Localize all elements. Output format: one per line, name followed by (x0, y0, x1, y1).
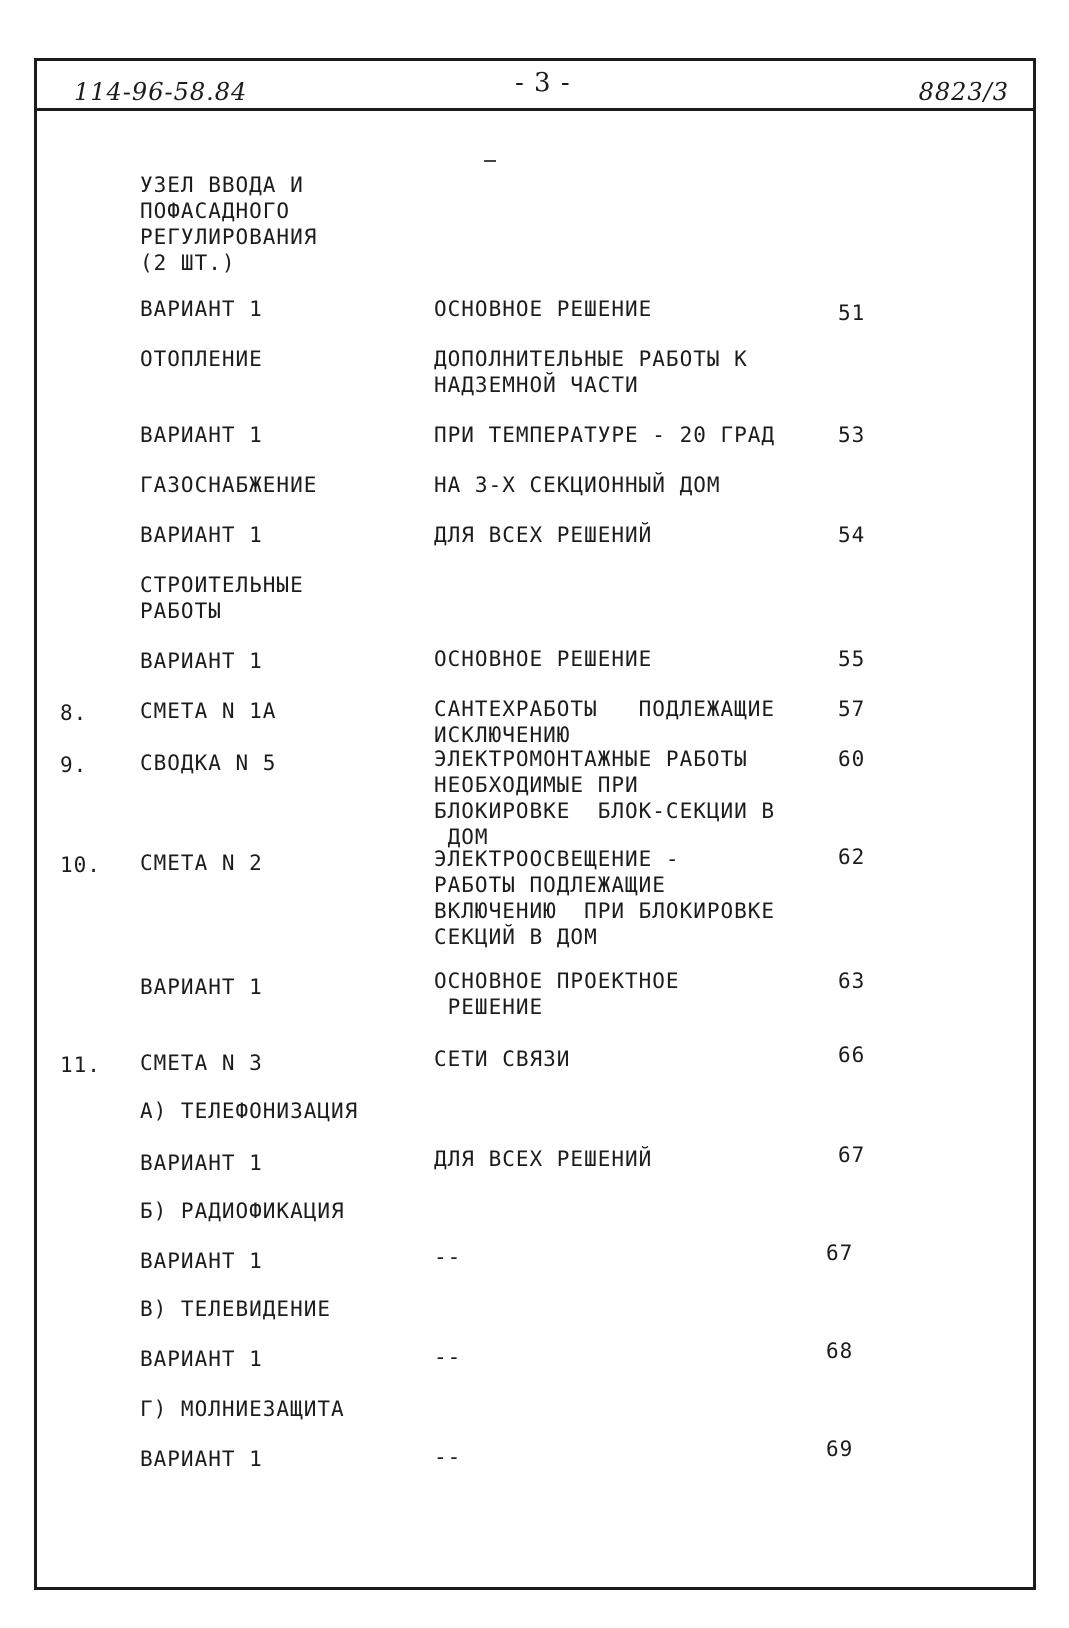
entry-page: 67 (826, 1241, 854, 1265)
document-code: 114-96-58.84 (74, 78, 248, 106)
entry-number: 10. (60, 853, 101, 877)
entry-page: 57 (838, 697, 866, 721)
entry-description: ОСНОВНОЕ ПРОЕКТНОЕ РЕШЕНИЕ (434, 969, 680, 1019)
entry-description: НА 3-Х СЕКЦИОННЫЙ ДОМ (434, 473, 721, 497)
entry-description: -- (434, 1245, 462, 1269)
entry-label: СВОДКА N 5 (140, 751, 277, 775)
entry-description: -- (434, 1445, 462, 1469)
entry-page: 55 (838, 647, 866, 671)
entry-page: 53 (838, 423, 866, 447)
entry-description: САНТЕХРАБОТЫ ПОДЛЕЖАЩИЕ ИСКЛЮЧЕНИЮ (434, 697, 776, 747)
scan-mark (484, 160, 496, 162)
entry-label: ВАРИАНТ 1 (140, 975, 263, 999)
entry-label: ВАРИАНТ 1 (140, 1151, 263, 1175)
entry-description: ОСНОВНОЕ РЕШЕНИЕ (434, 297, 653, 321)
section-heading: УЗЕЛ ВВОДА И ПОФАСАДНОГО РЕГУЛИРОВАНИЯ (2 ШТ.) (140, 173, 318, 275)
entry-label: ВАРИАНТ 1 (140, 1347, 263, 1371)
entry-label: ВАРИАНТ 1 (140, 423, 263, 447)
entry-description: ДЛЯ ВСЕХ РЕШЕНИЙ (434, 523, 653, 547)
entry-description: СЕТИ СВЯЗИ (434, 1047, 571, 1071)
entry-page: 63 (838, 969, 866, 993)
subsection-label: Б) РАДИОФИКАЦИЯ (140, 1199, 345, 1223)
entry-page: 66 (838, 1043, 866, 1067)
entry-number: 11. (60, 1053, 101, 1077)
entry-description: ЭЛЕКТРООСВЕЩЕНИЕ - РАБОТЫ ПОДЛЕЖАЩИЕ ВКЛЮЧЕНИЮ ПРИ БЛОКИРОВКЕ СЕКЦИЙ В ДОМ (434, 847, 776, 949)
entry-description: ОСНОВНОЕ РЕШЕНИЕ (434, 647, 653, 671)
entry-label: ВАРИАНТ 1 (140, 523, 263, 547)
entry-label: ВАРИАНТ 1 (140, 1249, 263, 1273)
entry-page: 62 (838, 845, 866, 869)
entry-page: 69 (826, 1437, 854, 1461)
entry-label: СМЕТА N 1А (140, 699, 277, 723)
entry-label: СМЕТА N 2 (140, 851, 263, 875)
page-number: - 3 - (515, 68, 571, 98)
entry-label: ОТОПЛЕНИЕ (140, 347, 263, 371)
entry-page: 54 (838, 523, 866, 547)
sheet-code: 8823/3 (918, 78, 1009, 106)
entry-description: ДЛЯ ВСЕХ РЕШЕНИЙ (434, 1147, 653, 1171)
entry-page: 60 (838, 747, 866, 771)
entry-label: ВАРИАНТ 1 (140, 1447, 263, 1471)
entry-label: ГАЗОСНАБЖЕНИЕ (140, 473, 318, 497)
header-divider (34, 108, 1036, 111)
entry-number: 9. (60, 753, 88, 777)
subsection-label: Г) МОЛНИЕЗАЩИТА (140, 1397, 345, 1421)
entry-label: СМЕТА N 3 (140, 1051, 263, 1075)
entry-label: СТРОИТЕЛЬНЫЕ РАБОТЫ (140, 573, 304, 623)
entry-label: ВАРИАНТ 1 (140, 297, 263, 321)
subsection-label: В) ТЕЛЕВИДЕНИЕ (140, 1297, 332, 1321)
entry-description: ЭЛЕКТРОМОНТАЖНЫЕ РАБОТЫ НЕОБХОДИМЫЕ ПРИ БЛОКИРОВКЕ БЛОК-СЕКЦИИ В ДОМ (434, 747, 776, 849)
entry-number: 8. (60, 701, 88, 725)
entry-description: -- (434, 1345, 462, 1369)
entry-description: ПРИ ТЕМПЕРАТУРЕ - 20 ГРАД (434, 423, 776, 447)
entry-page: 67 (838, 1143, 866, 1167)
entry-page: 51 (838, 301, 866, 325)
subsection-label: А) ТЕЛЕФОНИЗАЦИЯ (140, 1099, 359, 1123)
entry-label: ВАРИАНТ 1 (140, 649, 263, 673)
entry-page: 68 (826, 1339, 854, 1363)
entry-description: ДОПОЛНИТЕЛЬНЫЕ РАБОТЫ К НАДЗЕМНОЙ ЧАСТИ (434, 347, 748, 397)
